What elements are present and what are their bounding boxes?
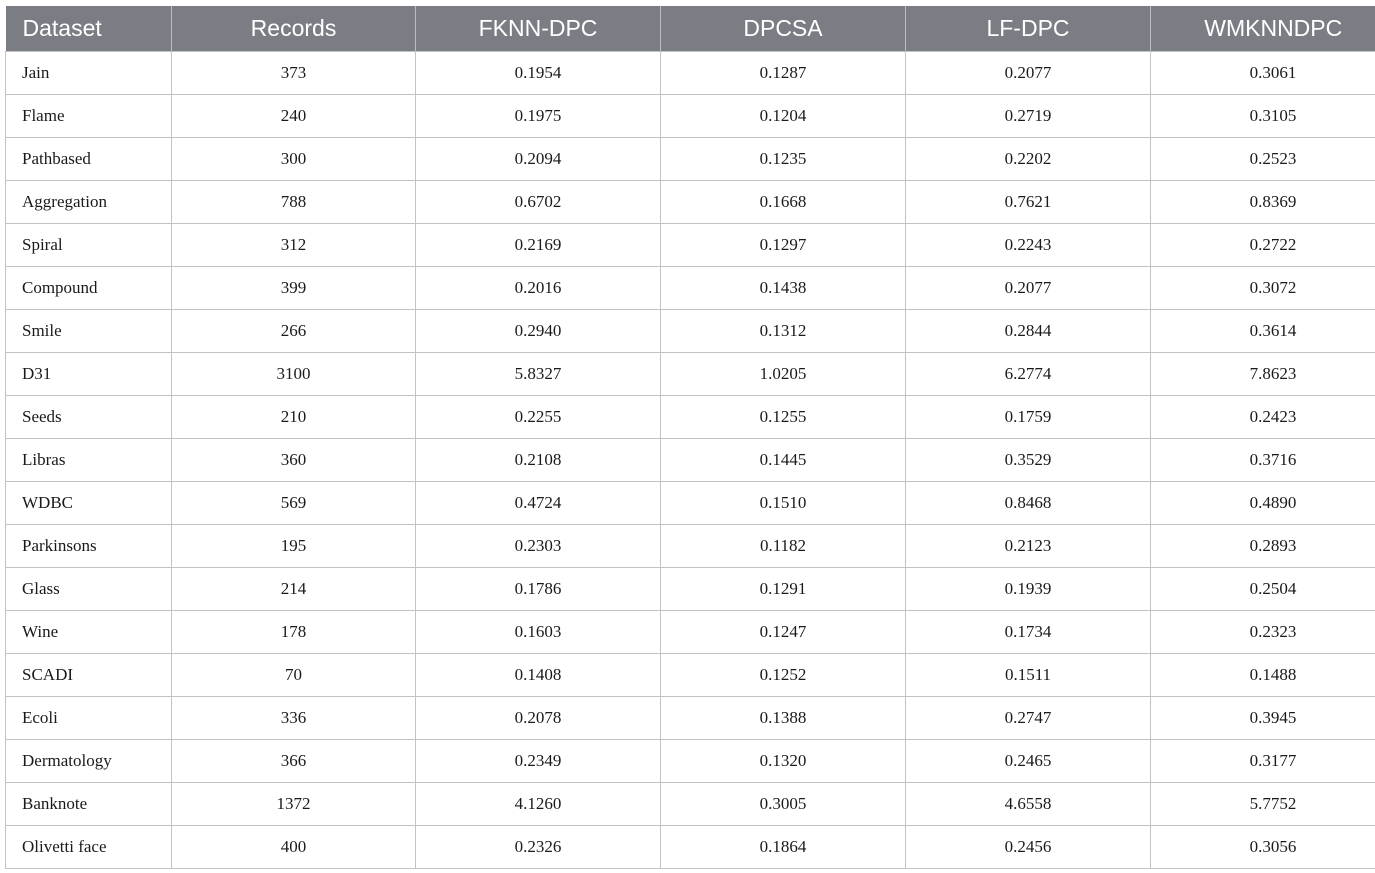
cell-dataset: Glass [6, 568, 172, 611]
cell-dpcsa: 0.1320 [661, 740, 906, 783]
table-row [6, 826, 1375, 869]
header-row [6, 6, 1375, 52]
cell-fknn-dpc: 0.1786 [416, 568, 661, 611]
cell-dpcsa: 0.1247 [661, 611, 906, 654]
cell-dataset: SCADI [6, 654, 172, 697]
cell-dataset: Wine [6, 611, 172, 654]
header-records: Records [172, 6, 416, 52]
cell-lf-dpc: 0.7621 [906, 181, 1151, 224]
cell-dataset: Jain [6, 52, 172, 95]
table-row [6, 439, 1375, 482]
cell-lf-dpc: 0.8468 [906, 482, 1151, 525]
cell-dataset: Pathbased [6, 138, 172, 181]
cell-lf-dpc: 0.2123 [906, 525, 1151, 568]
cell-lf-dpc: 0.2719 [906, 95, 1151, 138]
table-body [6, 52, 1375, 869]
cell-records: 266 [172, 310, 416, 353]
cell-dataset: WDBC [6, 482, 172, 525]
cell-dataset: Compound [6, 267, 172, 310]
cell-records: 210 [172, 396, 416, 439]
cell-lf-dpc: 0.1759 [906, 396, 1151, 439]
table-row [6, 310, 1375, 353]
cell-dpcsa: 0.3005 [661, 783, 906, 826]
cell-dataset: Ecoli [6, 697, 172, 740]
cell-dataset: Smile [6, 310, 172, 353]
cell-dpcsa: 0.1445 [661, 439, 906, 482]
cell-dataset: D31 [6, 353, 172, 396]
cell-dpcsa: 0.1388 [661, 697, 906, 740]
cell-fknn-dpc: 0.4724 [416, 482, 661, 525]
cell-wmknndpc: 0.3945 [1151, 697, 1375, 740]
cell-fknn-dpc: 0.1954 [416, 52, 661, 95]
cell-dataset: Olivetti face [6, 826, 172, 869]
cell-dpcsa: 0.1204 [661, 95, 906, 138]
header-dpcsa: DPCSA [661, 6, 906, 52]
cell-records: 360 [172, 439, 416, 482]
cell-dpcsa: 0.1297 [661, 224, 906, 267]
table-row [6, 783, 1375, 826]
cell-fknn-dpc: 0.2326 [416, 826, 661, 869]
table-row [6, 482, 1375, 525]
cell-dataset: Banknote [6, 783, 172, 826]
cell-records: 400 [172, 826, 416, 869]
cell-records: 214 [172, 568, 416, 611]
cell-records: 399 [172, 267, 416, 310]
cell-records: 312 [172, 224, 416, 267]
cell-lf-dpc: 0.1734 [906, 611, 1151, 654]
cell-records: 788 [172, 181, 416, 224]
cell-lf-dpc: 0.1511 [906, 654, 1151, 697]
cell-dataset: Parkinsons [6, 525, 172, 568]
cell-fknn-dpc: 0.1975 [416, 95, 661, 138]
cell-fknn-dpc: 0.2094 [416, 138, 661, 181]
cell-lf-dpc: 0.2844 [906, 310, 1151, 353]
cell-wmknndpc: 0.3105 [1151, 95, 1375, 138]
cell-records: 336 [172, 697, 416, 740]
cell-dataset: Aggregation [6, 181, 172, 224]
results-table-container [5, 6, 1370, 869]
cell-fknn-dpc: 0.2016 [416, 267, 661, 310]
cell-dpcsa: 0.1235 [661, 138, 906, 181]
cell-dpcsa: 0.1182 [661, 525, 906, 568]
table-row [6, 52, 1375, 95]
cell-dataset: Dermatology [6, 740, 172, 783]
cell-fknn-dpc: 4.1260 [416, 783, 661, 826]
cell-dpcsa: 0.1510 [661, 482, 906, 525]
cell-dataset: Seeds [6, 396, 172, 439]
cell-wmknndpc: 0.8369 [1151, 181, 1375, 224]
cell-fknn-dpc: 0.2349 [416, 740, 661, 783]
header-lf-dpc: LF-DPC [906, 6, 1151, 52]
table-row [6, 568, 1375, 611]
cell-fknn-dpc: 5.8327 [416, 353, 661, 396]
table-row [6, 353, 1375, 396]
cell-dpcsa: 0.1438 [661, 267, 906, 310]
cell-lf-dpc: 0.2077 [906, 267, 1151, 310]
cell-lf-dpc: 0.2465 [906, 740, 1151, 783]
cell-lf-dpc: 0.2202 [906, 138, 1151, 181]
cell-wmknndpc: 0.3056 [1151, 826, 1375, 869]
cell-records: 373 [172, 52, 416, 95]
cell-records: 70 [172, 654, 416, 697]
cell-records: 240 [172, 95, 416, 138]
cell-dpcsa: 0.1864 [661, 826, 906, 869]
cell-lf-dpc: 0.1939 [906, 568, 1151, 611]
cell-records: 195 [172, 525, 416, 568]
cell-lf-dpc: 0.2456 [906, 826, 1151, 869]
table-row [6, 224, 1375, 267]
cell-records: 569 [172, 482, 416, 525]
cell-lf-dpc: 0.2243 [906, 224, 1151, 267]
cell-records: 3100 [172, 353, 416, 396]
table-row [6, 267, 1375, 310]
cell-records: 300 [172, 138, 416, 181]
cell-wmknndpc: 0.3072 [1151, 267, 1375, 310]
cell-dpcsa: 1.0205 [661, 353, 906, 396]
table-row [6, 654, 1375, 697]
cell-dpcsa: 0.1287 [661, 52, 906, 95]
header-fknn-dpc: FKNN-DPC [416, 6, 661, 52]
cell-fknn-dpc: 0.2169 [416, 224, 661, 267]
cell-wmknndpc: 0.2323 [1151, 611, 1375, 654]
cell-dpcsa: 0.1252 [661, 654, 906, 697]
cell-wmknndpc: 0.3716 [1151, 439, 1375, 482]
cell-fknn-dpc: 0.1408 [416, 654, 661, 697]
cell-records: 178 [172, 611, 416, 654]
cell-dpcsa: 0.1291 [661, 568, 906, 611]
cell-wmknndpc: 0.3614 [1151, 310, 1375, 353]
cell-lf-dpc: 0.2747 [906, 697, 1151, 740]
cell-lf-dpc: 0.2077 [906, 52, 1151, 95]
cell-fknn-dpc: 0.2940 [416, 310, 661, 353]
header-wmknndpc: WMKNNDPC [1151, 6, 1375, 52]
table-row [6, 138, 1375, 181]
table-row [6, 181, 1375, 224]
cell-lf-dpc: 4.6558 [906, 783, 1151, 826]
cell-records: 1372 [172, 783, 416, 826]
cell-dpcsa: 0.1312 [661, 310, 906, 353]
cell-wmknndpc: 0.2722 [1151, 224, 1375, 267]
cell-fknn-dpc: 0.2255 [416, 396, 661, 439]
cell-fknn-dpc: 0.2303 [416, 525, 661, 568]
cell-lf-dpc: 6.2774 [906, 353, 1151, 396]
cell-fknn-dpc: 0.2078 [416, 697, 661, 740]
cell-wmknndpc: 0.2423 [1151, 396, 1375, 439]
cell-wmknndpc: 7.8623 [1151, 353, 1375, 396]
table-row [6, 697, 1375, 740]
table-row [6, 740, 1375, 783]
cell-dpcsa: 0.1668 [661, 181, 906, 224]
cell-fknn-dpc: 0.1603 [416, 611, 661, 654]
table-row [6, 396, 1375, 439]
cell-wmknndpc: 0.1488 [1151, 654, 1375, 697]
table-header [6, 6, 1375, 52]
runtime-comparison-table [5, 6, 1375, 869]
cell-fknn-dpc: 0.2108 [416, 439, 661, 482]
cell-wmknndpc: 0.2504 [1151, 568, 1375, 611]
cell-wmknndpc: 5.7752 [1151, 783, 1375, 826]
table-row [6, 525, 1375, 568]
cell-wmknndpc: 0.3177 [1151, 740, 1375, 783]
cell-records: 366 [172, 740, 416, 783]
cell-wmknndpc: 0.2893 [1151, 525, 1375, 568]
cell-dataset: Flame [6, 95, 172, 138]
cell-dpcsa: 0.1255 [661, 396, 906, 439]
cell-lf-dpc: 0.3529 [906, 439, 1151, 482]
cell-fknn-dpc: 0.6702 [416, 181, 661, 224]
table-row [6, 611, 1375, 654]
cell-dataset: Spiral [6, 224, 172, 267]
table-row [6, 95, 1375, 138]
cell-wmknndpc: 0.3061 [1151, 52, 1375, 95]
cell-dataset: Libras [6, 439, 172, 482]
cell-wmknndpc: 0.2523 [1151, 138, 1375, 181]
header-dataset: Dataset [6, 6, 172, 52]
cell-wmknndpc: 0.4890 [1151, 482, 1375, 525]
